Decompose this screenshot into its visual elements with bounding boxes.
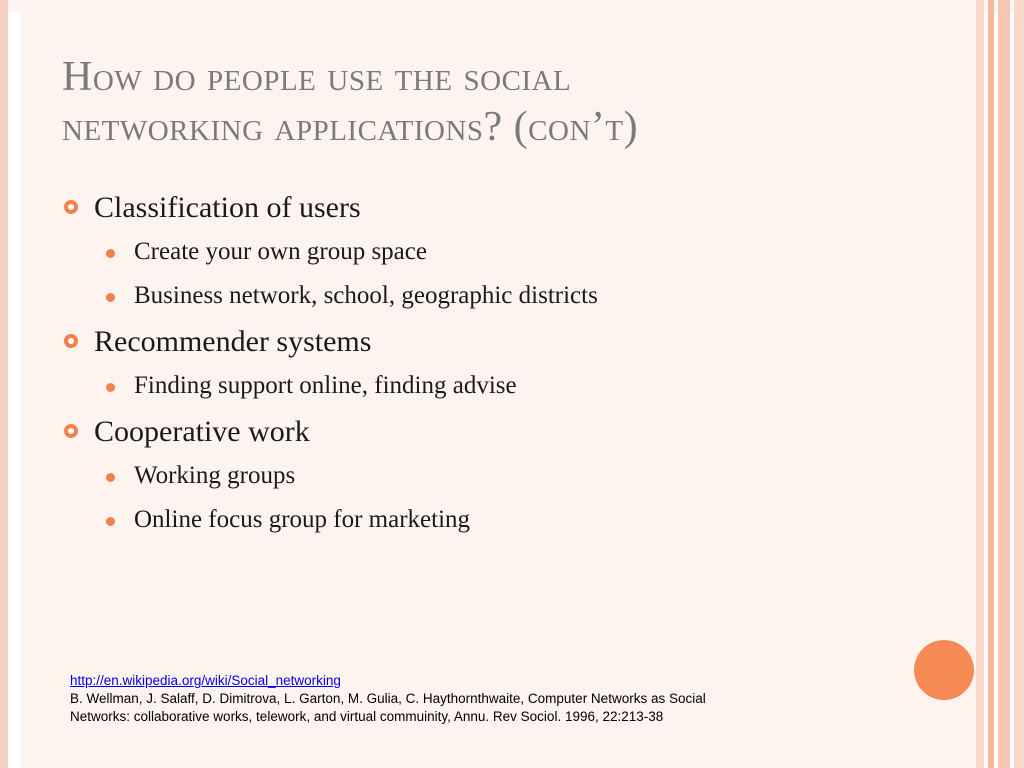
top-border [0, 0, 1024, 12]
decorative-circle [914, 640, 974, 700]
sub-bullet [62, 278, 942, 322]
dot-bullet-icon [106, 517, 115, 526]
title-line-1: How do people use the social [62, 54, 572, 100]
sub-bullet [62, 458, 942, 502]
bullet-label: Cooperative work [94, 415, 310, 448]
bullet-cooperative-work [62, 412, 942, 458]
ring-bullet-icon [64, 200, 78, 214]
wikipedia-link[interactable]: http://en.wikipedia.org/wiki/Social_networking [70, 673, 341, 688]
ring-bullet-icon [64, 334, 78, 348]
dot-bullet-icon [106, 473, 115, 482]
bullet-list [62, 188, 942, 546]
title-line-2: networking applications? (con’t) [62, 104, 639, 150]
right-decorative-stripes [976, 0, 1024, 768]
references [70, 672, 850, 726]
citation-line-1: B. Wellman, J. Salaff, D. Dimitrova, L. Garton, M. Gulia, C. Haythornthwaite, Computer Networks as Social [70, 691, 706, 706]
dot-bullet-icon [106, 249, 115, 258]
sub-bullet-label: Business network, school, geographic districts [134, 282, 598, 309]
ring-bullet-icon [64, 424, 78, 438]
sub-bullet-label: Finding support online, finding advise [134, 372, 517, 399]
sub-bullet-label: Online focus group for marketing [134, 506, 471, 533]
sub-bullet [62, 502, 942, 546]
bullet-label: Recommender systems [94, 325, 372, 358]
sub-bullet [62, 368, 942, 412]
sub-bullet [62, 234, 942, 278]
dot-bullet-icon [106, 383, 115, 392]
bullet-classification-of-users [62, 188, 942, 234]
sub-bullet-label: Create your own group space [134, 238, 427, 265]
bullet-label: Classification of users [94, 191, 361, 224]
left-border [0, 0, 8, 768]
dot-bullet-icon [106, 293, 115, 302]
citation-line-2: Networks: collaborative works, telework, and virtual commuinity, Annu. Rev Sociol. 1996, 22:213-38 [70, 709, 664, 724]
bullet-recommender-systems [62, 322, 942, 368]
slide-title [62, 52, 942, 152]
sub-bullet-label: Working groups [134, 462, 296, 489]
